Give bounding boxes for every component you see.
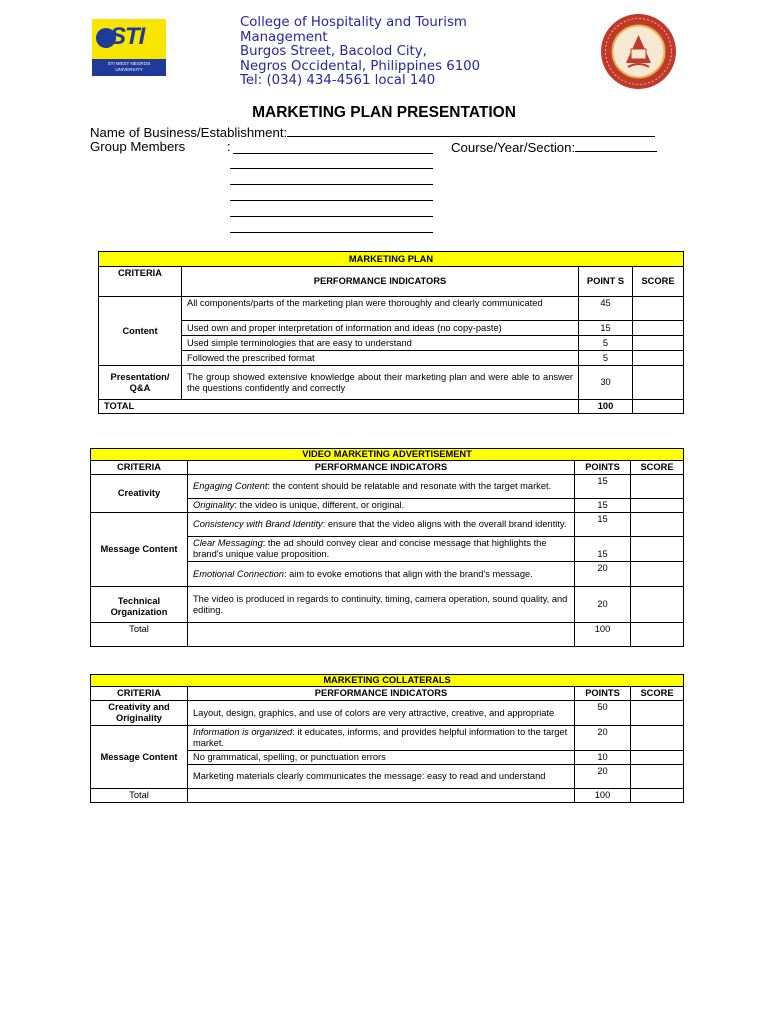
indicator-text xyxy=(188,562,575,587)
indicator-detail: : aim to evoke emotions that align with the brand's message. xyxy=(283,568,533,579)
indicator-text xyxy=(188,537,575,562)
score-cell[interactable] xyxy=(633,321,684,336)
indicator-emphasis: Originality xyxy=(193,500,235,510)
points-value: 45 xyxy=(579,297,633,321)
points-value: 30 xyxy=(579,366,633,400)
indicator-text xyxy=(188,499,575,513)
indicator-emphasis: Engaging Content xyxy=(193,481,268,491)
points-value: 15 xyxy=(579,321,633,336)
indicator-text: Layout, design, graphics, and use of colors are very attractive, creative, and appropriate xyxy=(188,701,575,726)
indicator-text: The group showed extensive knowledge about their marketing plan and were able to answer the questions confidently and correctly xyxy=(182,366,579,400)
indicator-detail: : the ad should convey clear and concise message that highlights the brand's unique value proposition. xyxy=(193,538,547,559)
header-line: Burgos Street, Bacolod City, xyxy=(240,44,427,60)
score-cell[interactable] xyxy=(631,499,684,513)
score-cell[interactable] xyxy=(633,351,684,366)
header-criteria: CRITERIA xyxy=(91,461,188,475)
score-cell[interactable] xyxy=(633,336,684,351)
header-criteria: CRITERIA xyxy=(91,687,188,701)
table-title: MARKETING COLLATERALS xyxy=(91,675,684,687)
header-criteria: CRITERIA xyxy=(99,267,182,297)
indicator-text xyxy=(188,513,575,537)
score-cell[interactable] xyxy=(631,623,684,647)
college-header xyxy=(240,15,570,89)
indicator-detail: : it educates, informs, and provides helpful information to the target market. xyxy=(193,727,568,748)
indicator-emphasis: Information is organized xyxy=(193,727,293,737)
member-line-1[interactable] xyxy=(233,153,433,154)
indicator-detail: : ensure that the video aligns with the overall brand identity. xyxy=(322,519,567,529)
points-value: 5 xyxy=(579,351,633,366)
members-colon: : xyxy=(227,139,231,154)
business-name-field[interactable] xyxy=(287,124,655,137)
indicator-emphasis: Emotional Connection xyxy=(193,568,284,579)
points-value: 20 xyxy=(575,726,631,751)
logo-text: STI xyxy=(110,23,145,50)
points-value: 15 xyxy=(575,499,631,513)
university-seal-icon xyxy=(600,13,677,90)
total-empty xyxy=(188,789,575,803)
total-label: Total xyxy=(91,623,188,647)
indicator-emphasis: Consistency with Brand Identity xyxy=(193,519,323,529)
indicator-detail: : the video is unique, different, or original. xyxy=(234,500,405,510)
criteria-content: Content xyxy=(99,297,182,366)
group-members-label: Group Members xyxy=(90,139,186,154)
criteria-creativity-originality: Creativity and Originality xyxy=(91,701,188,726)
points-value: 5 xyxy=(579,336,633,351)
total-points: 100 xyxy=(575,623,631,647)
header-line: Management xyxy=(240,29,328,45)
points-value: 50 xyxy=(575,701,631,726)
score-cell[interactable] xyxy=(633,400,684,414)
marketing-plan-table xyxy=(98,251,684,414)
points-value: 20 xyxy=(575,587,631,623)
header-indicators: PERFORMANCE INDICATORS xyxy=(188,687,575,701)
score-cell[interactable] xyxy=(631,789,684,803)
total-label: Total xyxy=(91,789,188,803)
header-points: POINTS xyxy=(575,687,631,701)
indicator-text: Used simple terminologies that are easy to understand xyxy=(182,336,579,351)
points-value: 15 xyxy=(575,513,631,537)
score-cell[interactable] xyxy=(631,562,684,587)
score-cell[interactable] xyxy=(631,587,684,623)
points-value: 15 xyxy=(575,475,631,499)
video-marketing-table xyxy=(90,448,684,647)
sti-logo xyxy=(92,19,166,76)
header-score: SCORE xyxy=(631,687,684,701)
member-line-4[interactable] xyxy=(230,200,433,201)
score-cell[interactable] xyxy=(631,751,684,765)
points-value: 15 xyxy=(575,537,631,562)
indicator-text: Used own and proper interpretation of information and ideas (no copy-paste) xyxy=(182,321,579,336)
table-title: MARKETING PLAN xyxy=(99,252,684,267)
page-title: MARKETING PLAN PRESENTATION xyxy=(252,104,516,121)
header-line: College of Hospitality and Tourism xyxy=(240,15,467,30)
header-points: POINT S xyxy=(579,267,633,297)
score-cell[interactable] xyxy=(633,297,684,321)
course-row xyxy=(451,139,657,155)
indicator-text xyxy=(188,475,575,499)
score-cell[interactable] xyxy=(631,475,684,499)
business-name-row xyxy=(90,124,655,140)
member-line-6[interactable] xyxy=(230,232,433,233)
score-cell[interactable] xyxy=(631,765,684,789)
points-value: 20 xyxy=(575,765,631,789)
header-points: POINTS xyxy=(575,461,631,475)
score-cell[interactable] xyxy=(631,513,684,537)
score-cell[interactable] xyxy=(631,537,684,562)
total-points: 100 xyxy=(579,400,633,414)
total-points: 100 xyxy=(575,789,631,803)
header-line: Negros Occidental, Philippines 6100 xyxy=(240,58,481,74)
indicator-text: Followed the prescribed format xyxy=(182,351,579,366)
header-score: SCORE xyxy=(633,267,684,297)
member-line-3[interactable] xyxy=(230,184,433,185)
total-label: TOTAL xyxy=(99,400,579,414)
score-cell[interactable] xyxy=(631,701,684,726)
points-value: 20 xyxy=(575,562,631,587)
indicator-text: The video is produced in regards to continuity, timing, camera operation, sound quality, and editing. xyxy=(188,587,575,623)
total-empty xyxy=(188,623,575,647)
business-name-label: Name of Business/Establishment: xyxy=(90,125,288,140)
indicator-text: All components/parts of the marketing plan were thoroughly and clearly communicated xyxy=(182,297,579,321)
header-score: SCORE xyxy=(631,461,684,475)
indicator-text: Marketing materials clearly communicates the message: easy to read and understand xyxy=(188,765,575,789)
header-indicators: PERFORMANCE INDICATORS xyxy=(188,461,575,475)
header-indicators: PERFORMANCE INDICATORS xyxy=(182,267,579,297)
course-field[interactable] xyxy=(575,139,657,152)
header-line: Tel: (034) 434-4561 local 140 xyxy=(240,73,436,89)
member-line-2[interactable] xyxy=(230,168,433,169)
logo-band xyxy=(92,59,166,76)
course-label: Course/Year/Section: xyxy=(451,140,576,155)
score-cell[interactable] xyxy=(633,366,684,400)
score-cell[interactable] xyxy=(631,726,684,751)
logo-subtext-2: UNIVERSITY xyxy=(115,67,143,72)
member-line-5[interactable] xyxy=(230,216,433,217)
criteria-creativity: Creativity xyxy=(91,475,188,513)
criteria-presentation: Presentation/ Q&A xyxy=(99,366,182,400)
indicator-text: No grammatical, spelling, or punctuation errors xyxy=(188,751,575,765)
criteria-technical: Technical Organization xyxy=(91,587,188,623)
points-value: 10 xyxy=(575,751,631,765)
criteria-message-content: Message Content xyxy=(91,513,188,587)
logo-subtext-1: STI WEST NEGROS xyxy=(107,61,151,66)
indicator-emphasis: Clear Messaging xyxy=(193,538,263,548)
table-title: VIDEO MARKETING ADVERTISEMENT xyxy=(91,449,684,461)
criteria-message-content: Message Content xyxy=(91,726,188,789)
marketing-collaterals-table xyxy=(90,674,684,803)
indicator-text xyxy=(188,726,575,751)
indicator-detail: : the content should be relatable and resonate with the target market. xyxy=(267,481,552,491)
